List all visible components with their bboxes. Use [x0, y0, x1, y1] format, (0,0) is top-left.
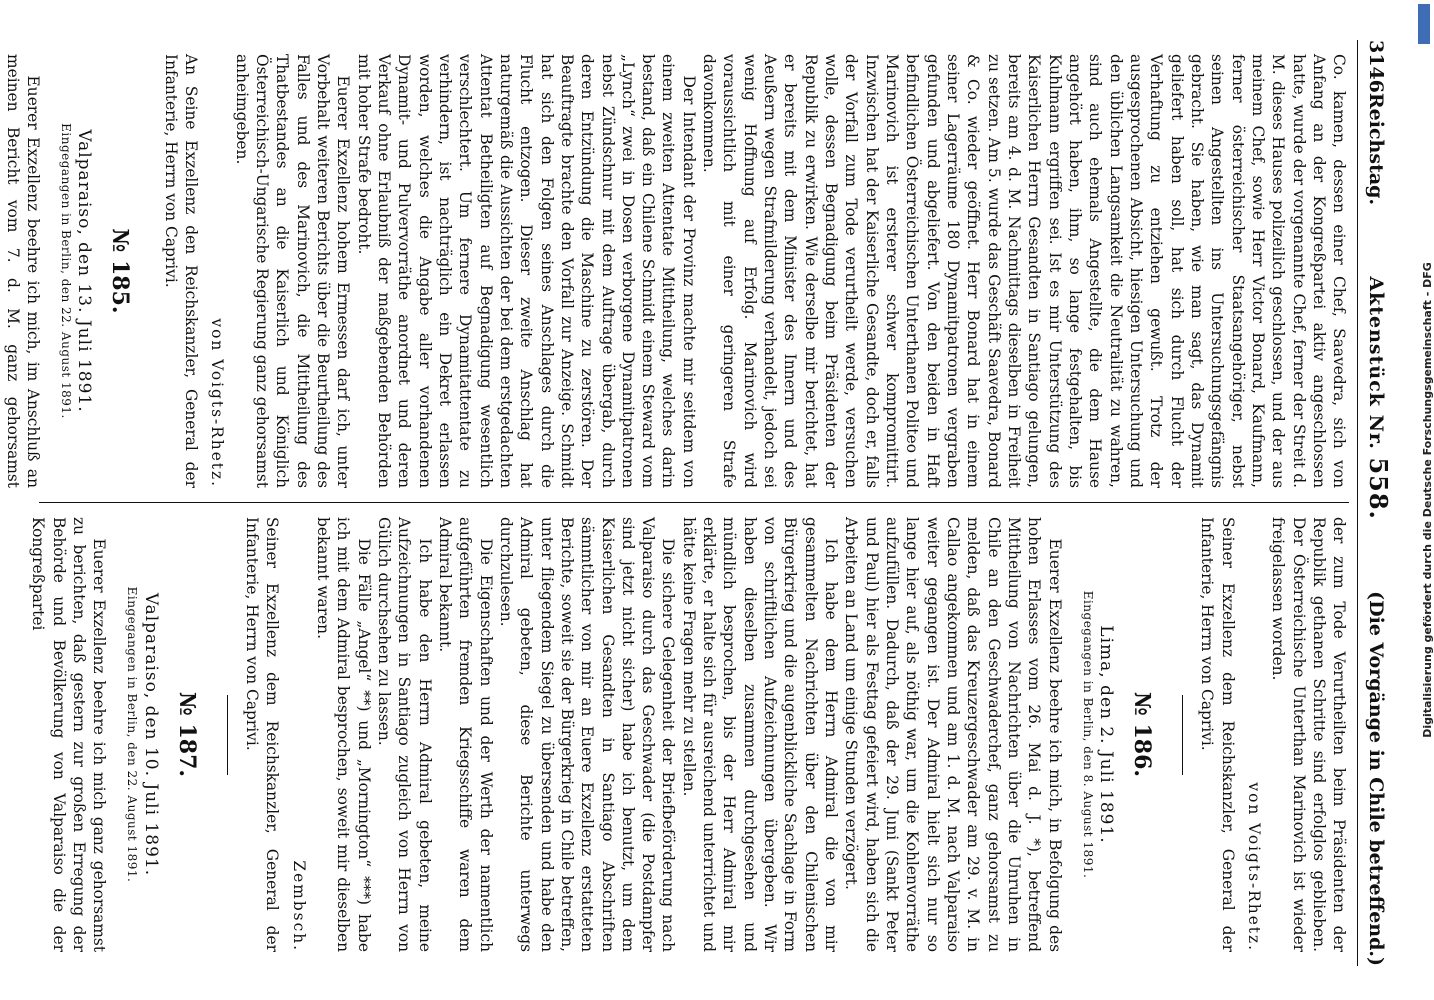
paragraph: Euerer Exzellenz beehre ich mich, in Befolgung des hohen Erlasses vom 26. Mai d. J. *), betreffend Mittheilung von Nachrichten über die Unruhen in Chile an den Geschwaderchef, ganz gehorsamst zu melden, daß das Kreuzergeschwader am 29. v. M. in Callao angekommen und am 1. d. M. nach Valparaiso weiter gegangen ist. Der Admiral hielt sich nur so lange hier auf, als nöthig war, um die Kohlenvorräthe aufzufüllen. Dadurch, daß der 29. Juni (Sankt Peter und Paul) hier als Festtag gefeiert wird, haben sich die Arbeiten an Land um einige Stunden verzögert.: [842, 517, 1064, 952]
left-column: [3, 40, 1349, 503]
signature: Zembsch.: [289, 860, 308, 952]
aktenstueck-number: 558.: [1364, 457, 1393, 520]
paragraph: Ich habe den Herrn Admiral gebeten, meine Aufzeichnungen in Santiago zugleich von Herrn von Gülich durchsehen zu lassen.: [374, 517, 434, 952]
header-reichstag: Reichstag.: [1365, 92, 1387, 206]
paragraph: Die Eigenschaften und der Werth der namentlich aufgeführten fremden Kriegsschiffe waren dem Admiral bekannt.: [435, 517, 495, 952]
credit-text: Digitalisierung gefördert durch die Deutsche Forschungsgemeinschaft -: [1421, 291, 1434, 738]
address: Seiner Exzellenz dem Reichskanzler, General der Infanterie, Herrn von Caprivi.: [242, 517, 282, 952]
credit-logo-text: DFG: [1421, 262, 1434, 288]
address: Seiner Exzellenz dem Reichskanzler, General der Infanterie, Herrn von Caprivi.: [1198, 517, 1237, 952]
signature: von Voigts-Rhetz.: [208, 318, 227, 488]
paragraph: Euerer Exzellenz beehre ich mich, im Anschluß an meinen Bericht vom 7. d. M. ganz gehorsamst: [3, 54, 42, 488]
document-number: № 186.: [1129, 691, 1156, 778]
paragraph: der zum Tode Verurtheilten beim Präsidenten der Republik gethanen Schritte sind erfolglos geblieben. Der Österreichische Unterthan Marinovich ist wieder freigelassen worden.: [1269, 517, 1349, 952]
header-aktenstueck: [1362, 205, 1394, 591]
paragraph: Euerer Exzellenz beehre ich mich ganz gehorsamst zu berichten, daß gestern zur großen Erregung der Behörde und Bevölkerung von Valparaiso die der Kongreßpartei: [29, 517, 109, 952]
footnotes: [0, 517, 2, 952]
place-date: Lima, den 2. Juli 1891.: [1096, 625, 1116, 844]
digitization-credit: [1421, 262, 1434, 738]
header-subject: (Die Vorgänge in Chile betreffend.): [1365, 591, 1387, 966]
received-note: Eingegangen in Berlin, den 22. August 1891.: [58, 123, 73, 419]
document-number: № 187.: [173, 691, 200, 778]
document-number: № 185.: [107, 228, 134, 314]
address: An Seine Exzellenz den Reichskanzler, General der Infanterie, Herrn von Caprivi.: [161, 54, 200, 488]
divider: [1182, 695, 1183, 775]
received-note: Eingegangen in Berlin, den 22. August 1891.: [125, 586, 140, 883]
place-date: Valparaiso, den 13. Juli 1891.: [74, 129, 95, 413]
place-date: Valparaiso, den 10. Juli 1891.: [140, 592, 161, 877]
paragraph: Co. kamen, dessen einer Chef, Saavedra, sich von Anfang an der Kongreßpartei aktiv angeschlossen hatte, wurde der vorgenannte Chef, ferner der Streit d. M. dieses Hauses polizeilich geschlossen, und der aus meinem Chef, sowie Herr Victor Bonard, Kaufmann, ferner österreichischer Staatsangehöriger, nebst seinen Angestellten ins Untersuchungsgefängnis gebracht. Sie haben, wie man sagt, das Dynamit geliefert haben soll, hat sich durch Flucht der Verhaftung zu entziehen gewußt. Trotz der ausgesprochenen Absicht, hiesigen Untersuchung und den üblichen Langsamkeit die Neutralität zu wahren, sind auch ehemals Angestellte, die dem Hause angehört haben, ihm, so lange festgehalten, bis Kuhlmann ergriffen sei. Ist es mir Unterstützung des Kaiserlichen Herrn Gesandten in Santiago gelungen, bereits am 4. d. M. Nachmittags dieselben in Freiheit zu setzen. Am 5. wurde das Geschäft Saavedra, Bonard & Co. wieder geöffnet. Herr Bonard hat in einem seiner Lagerräume 180 Dynamitpatronen vergraben gefunden und abgeliefert. Von den beiden in Haft befindlichen Österreichischen Unterthanen Politeo und Marinovich ist ersterer schwer kompromittirt. Inzwischen hat der Kaiserliche Gesandte, doch er, falls der Vorfall zum Tode verurtheilt werde, versuchen wolle, dessen Begnadigung beim Präsidenten der Republik zu erwirken. Wie derselbe mir berichtet, hat er bereits mit dem Minister des Innern und des Aeußern wegen Strafmilderung verhandelt, jedoch sei wenig Hoffnung auf Erfolg. Marinovich wird voraussichtlich mit einer geringeren Strafe davonkommen.: [700, 54, 1349, 488]
divider: [227, 695, 228, 775]
document-page: [3, 0, 1416, 1000]
footnote: [0, 517, 2, 952]
page-header: [1357, 40, 1394, 966]
paragraph: Der Intendant der Provinz machte mir seitdem von einem zweiten Attentate Mittheilung, welches darin bestand, daß ein Chilene Schmidt einem Steward vom „Lynch“ zwei in Dosen verborgene Dynamitpatronen nebst Zündschnur mit dem Auftrage übergab, durch deren Entzündung die Maschine zu zerstören. Der Beauftragte brachte den Vorfall zur Anzeige. Schmidt hat sich den Folgen seines Anschlages durch die Flucht entzogen. Dieser zweite Anschlag hat naturgemäß die Aussichten der bei dem erstgedachten Attentat Betheiligten auf Begnadigung wesentlich verschlechtert. Um fernere Dynamitattentate zu verhindern, ist nachträglich ein Dekret erlassen worden, welches die Angabe aller vorhandenen Dynamit- und Pulvervorräthe anordnet und deren Verkauf ohne Erlaubniß der maßgebenden Behörden mit hoher Strafe bedroht.: [354, 54, 698, 488]
signature: von Voigts-Rhetz.: [1245, 782, 1264, 952]
aktenstueck-label: Aktenstück Nr.: [1365, 276, 1387, 450]
page-number: 3146: [1365, 40, 1387, 93]
paragraph: Die sichere Gelegenheit der Briefbeförderung nach Valparaiso durch das Geschwader (die Postdampfer sind jetzt nicht sicher) habe ich benutzt, um dem Kaiserlichen Gesandten in Santiago Abschriften sämmtlicher von mir an Euere Exzellenz erstatteten Berichte, soweit sie der Bürgerkrieg in Chile betreffen, unter fliegendem Siegel zu übersenden und habe den Admiral gebeten, diese Berichte unterwegs durchzulesen.: [496, 517, 678, 952]
right-column: [29, 503, 1349, 966]
paragraph: Ich habe dem Herrn Admiral die von mir gesammelten Nachrichten über den Chilenischen Bürgerkrieg und die augenblickliche Sachlage in Form von schriftlichen Aufzeichnungen übergeben. Wir haben dieselben zusammen durchgesehen und mündlich besprochen, bis der Herr Admiral mir erklärte, er halte sich für ausreichend unterrichtet und hätte keine Fragen mehr zu stellen.: [679, 517, 841, 952]
received-note: Eingegangen in Berlin, den 8. August 1891.: [1080, 590, 1095, 879]
paragraph: Euerer Exzellenz hohem Ermessen darf ich, unter Vorbehalt weiteren Berichts über die Beurtheilung des Falles und des Marinovich, die Mittheilung des Thatbestandes an die Kaiserlich und Königlich Österreichisch-Ungarische Regierung ganz gehorsamst anheimgeben.: [232, 54, 353, 488]
paragraph: Die Fälle „Angel“ **) und „Mornington“ ***) habe ich mit dem Admiral besprochen, soweit mir dieselben bekannt waren.: [313, 517, 373, 952]
dfg-logo: [1418, 4, 1430, 44]
